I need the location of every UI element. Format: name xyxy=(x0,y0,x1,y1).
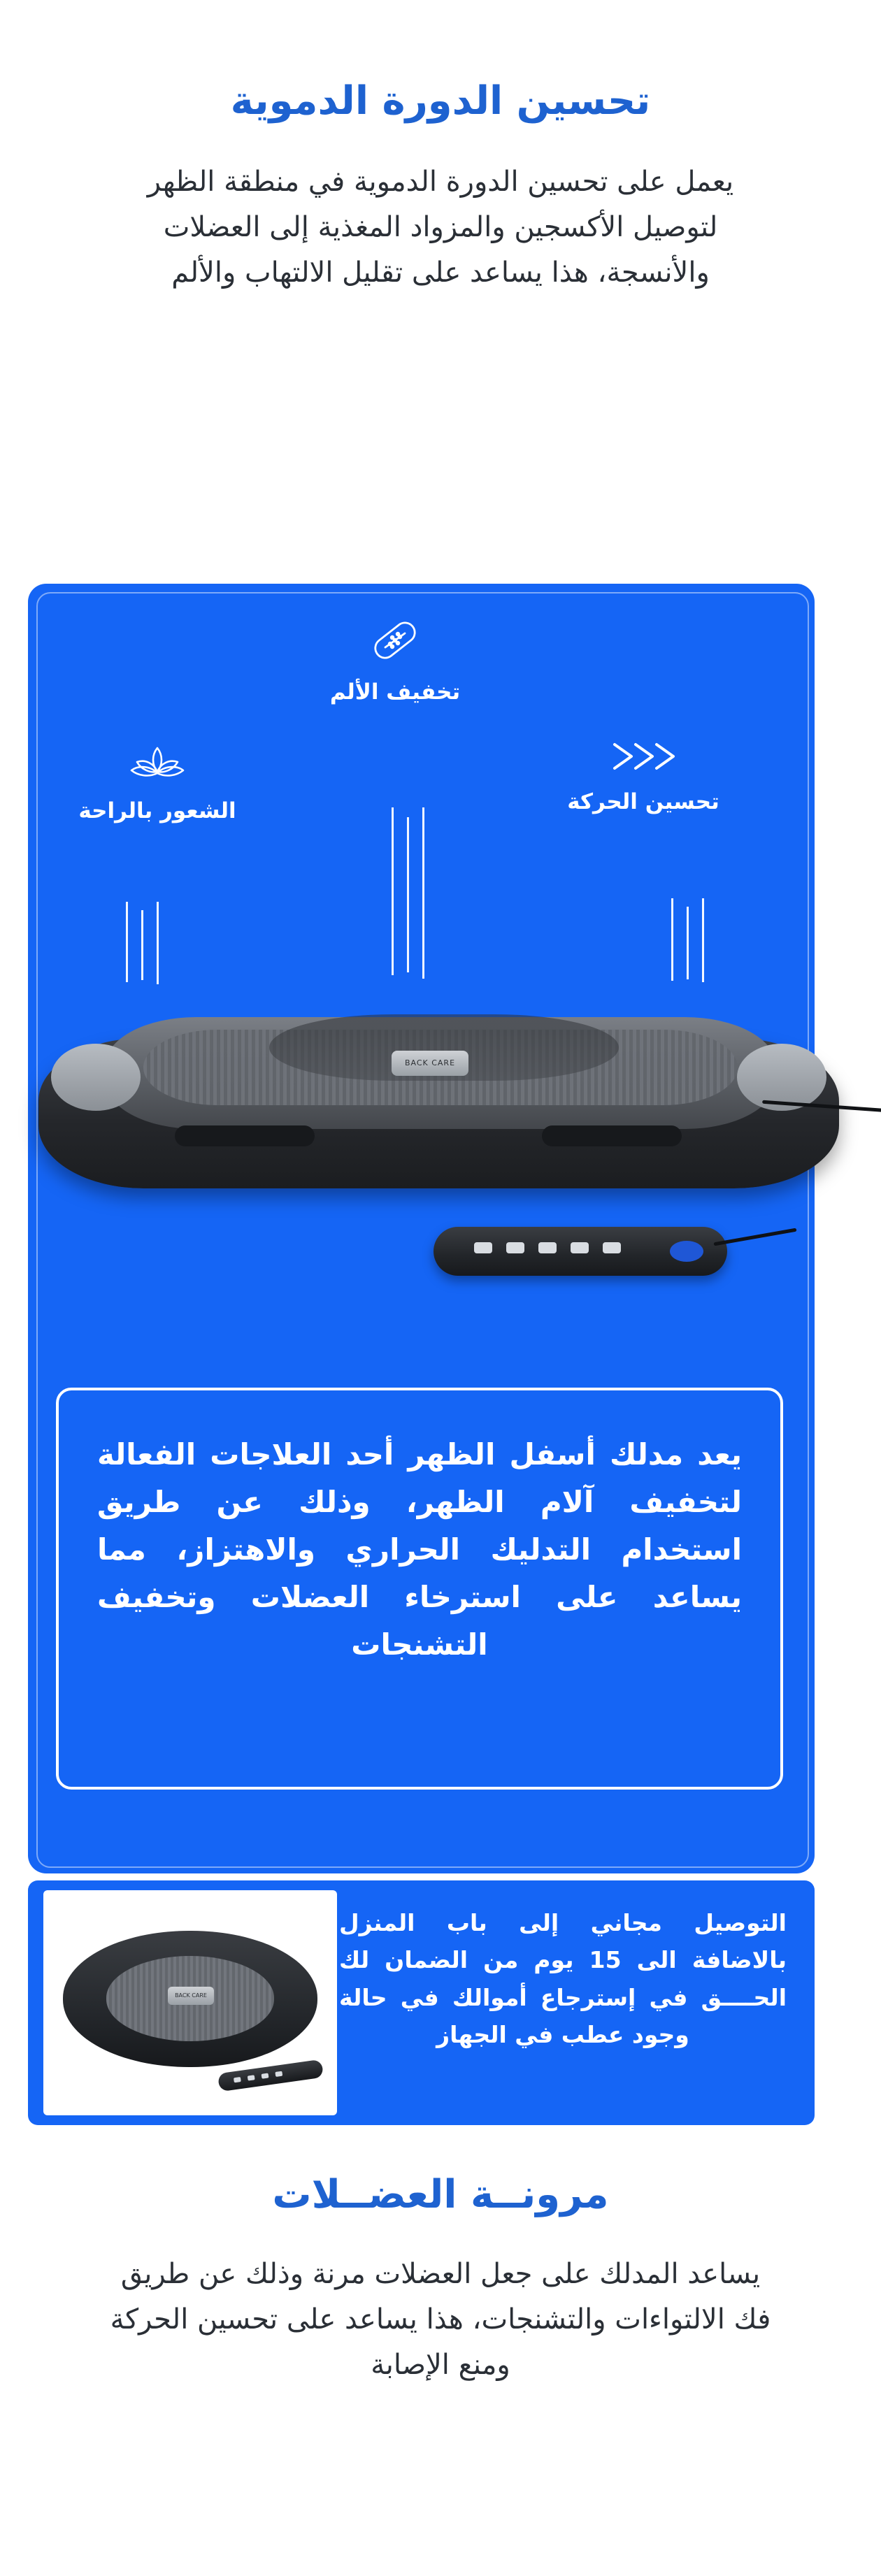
product-photo-remote xyxy=(217,2059,324,2092)
page-title: تحسين الدورة الدموية xyxy=(230,78,651,124)
quote-text: يعد مدلك أسفل الظهر أحد العلاجات الفعالة لتخفيف آلام الظهر، وذلك عن طريق استخدام التدليك الحراري والاهتزاز، مما يساعد على استرخاء العضلات وتخفيف التشنجات xyxy=(97,1437,742,1662)
feature-pain-relief-label: تخفيف الألم xyxy=(329,679,461,705)
chevrons-icon xyxy=(531,737,755,778)
massager-strap-left xyxy=(175,1125,315,1146)
lotus-icon xyxy=(52,741,262,787)
remote-body xyxy=(434,1227,727,1276)
product-photo xyxy=(43,1890,337,2115)
bandage-icon xyxy=(290,615,500,668)
massager-knob-right xyxy=(737,1044,826,1111)
feature-pain-relief xyxy=(290,615,500,705)
flexibility-title: مرونــة العضــلات xyxy=(272,2172,609,2217)
remote-control xyxy=(434,1227,762,1277)
feature-comfort xyxy=(52,741,262,823)
delivery-guarantee-text: التوصيل مجاني إلى باب المنزل بالاضافة الى 15 يوم من الضمان لك الحــــق في إسترجاع أموالك في حالة وجود عطب في الجهاز xyxy=(339,1909,787,2049)
massager-strap-right xyxy=(542,1125,682,1146)
remote-button-5 xyxy=(603,1242,621,1253)
feature-mobility xyxy=(531,737,755,814)
remote-cord xyxy=(713,1228,796,1246)
remote-button-3 xyxy=(538,1242,557,1253)
product-photo-device xyxy=(63,1931,317,2067)
massager-knob-left xyxy=(51,1044,141,1111)
feature-mobility-label: تحسين الحركة xyxy=(567,789,719,814)
product-illustration xyxy=(0,975,881,1339)
delivery-guarantee-banner xyxy=(28,1880,815,2125)
brand-badge: BACK CARE xyxy=(392,1051,468,1076)
quote-box xyxy=(56,1388,783,1790)
product-photo-badge: BACK CARE xyxy=(168,1987,214,2005)
section-circulation xyxy=(0,0,881,295)
remote-button-1 xyxy=(474,1242,492,1253)
remote-power-button xyxy=(670,1241,703,1262)
remote-button-4 xyxy=(571,1242,589,1253)
circulation-paragraph: يعمل على تحسين الدورة الدموية في منطقة الظهر لتوصيل الأكسجين والمزواد المغذية إلى العضلات والأنسجة، هذا يساعد على تقليل الالتهاب والألم xyxy=(147,166,734,289)
remote-button-2 xyxy=(506,1242,524,1253)
feature-comfort-label: الشعور بالراحة xyxy=(78,798,236,823)
massager-device xyxy=(38,996,839,1195)
flexibility-paragraph: يساعد المدلك على جعل العضلات مرنة وذلك عن طريق فك الالتواءات والتشنجات، هذا يساعد على تحسين الحركة ومنع الإصابة xyxy=(110,2258,771,2381)
section-flexibility xyxy=(0,2171,881,2387)
